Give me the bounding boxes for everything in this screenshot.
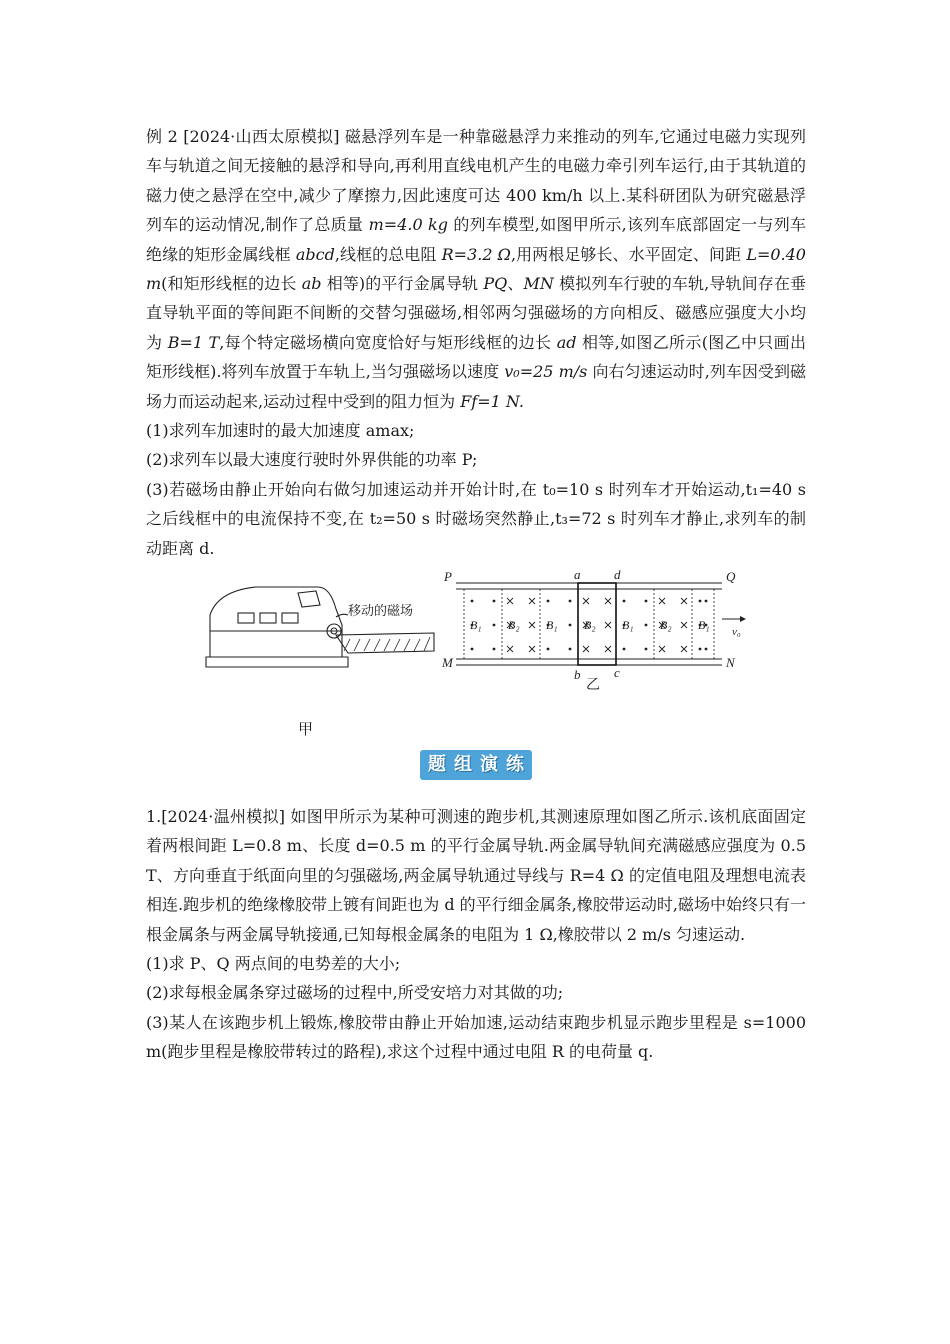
field-dot [645, 648, 648, 651]
field-cross [605, 598, 611, 604]
label-M: M [442, 655, 453, 671]
rail-MN [456, 659, 722, 665]
field-dot [645, 600, 648, 603]
label-d: d [614, 567, 621, 583]
banner-char: 组 [454, 754, 472, 775]
field-dot [547, 648, 550, 651]
velocity-value: v₀=25 m/s [504, 362, 588, 382]
field-dot [493, 648, 496, 651]
example-intro: 磁悬浮列车是一种靠磁悬浮力来推动的列车,它通过电磁力实现列车与轨道之间无接触的悬浮和导向,再利用直线电机产生的电磁力牵引列车运行,由于其轨道的磁力使之悬浮在空中,减少了摩擦力,因此速度可达 400 km/h 以上.某科研团队为研究磁悬浮列车的运动情况,制作了总质量 [146, 127, 806, 235]
field-dot [569, 624, 572, 627]
field-label: B₂ [508, 618, 520, 633]
label-N: N [726, 655, 735, 671]
field-dot [623, 600, 626, 603]
page-content [146, 122, 806, 1062]
label-Q: Q [726, 569, 736, 585]
field-cross [507, 646, 513, 652]
spacing-value: L=0.40 m [146, 244, 806, 294]
field-cross [529, 598, 535, 604]
field-labels [470, 618, 710, 632]
field-label: B₁ [622, 618, 634, 633]
question-1: (1)求列车加速时的最大加速度 amax; [146, 421, 415, 441]
caption-jia: 甲 [298, 720, 314, 738]
field-dot [645, 624, 648, 627]
field-dot [569, 648, 572, 651]
example-2-paragraph: 例 2 [2024·山西太原模拟] 磁悬浮列车是一种靠磁悬浮力来推动的列车,它通过电磁力实现列车与轨道之间无接触的悬浮和导向,再利用直线电机产生的电磁力牵引列车运行,由于其轨道的磁力使之悬浮在空中,减少了摩擦力,因此速度可达 400 km/h 以上.某科研团队为研究磁悬浮列车的运动情况,制作了总质量 m=4.0 kg 的列车模型,如图甲所示,该列车底部固定一与列车绝缘的矩形金属线框 abcd,线框的总电阻 R=3.2 Ω,用两根足够长、水平固定、间距 L=0.40 m(和矩形线框的边长 ab 相等)的平行金属导轨 PQ、MN 模拟列车行驶的车轨,导轨间存在垂直导轨平面的等间距不间断的交替匀强磁场,相邻两匀强磁场的方向相反、磁感应强度大小均为 B=1 T,每个特定磁场横向宽度恰好与矩形线框的边长 ad 相等,如图乙所示(图乙中只画出矩形线框).将列车放置于车轨上,当匀强磁场以速度 v₀=25 m/s 向右匀速运动时,列车因受到磁场力而运动起来,运动过程中受到的阻力恒为 Ff=1 N. [146, 127, 806, 411]
field-cross [605, 622, 611, 628]
field-dot [699, 600, 702, 603]
banner-char: 练 [506, 754, 524, 775]
field-cross [583, 598, 589, 604]
train-figure [198, 573, 450, 693]
exercise-1-q3: (3)某人在该跑步机上锻炼,橡胶带由静止开始加速,运动结束跑步机显示跑步里程是 s=1000 m(跑步里程是橡胶带转过的路程),求这个过程中通过电阻 R 的电荷量 q. [146, 1012, 806, 1062]
field-cross [583, 646, 589, 652]
field-dot [471, 648, 474, 651]
field-dot [699, 648, 702, 651]
label-P: P [444, 569, 452, 585]
field-cross [529, 646, 535, 652]
exercise-1 [146, 802, 806, 1067]
field-label: B₁ [546, 618, 558, 633]
label-v0: v₀ [732, 626, 741, 639]
field-cross [659, 646, 665, 652]
section-banner [146, 750, 806, 780]
resistance-value: R=3.2 Ω [441, 244, 511, 264]
exercise-1-q1: (1)求 P、Q 两点间的电势差的大小; [146, 954, 401, 974]
banner-char: 演 [480, 754, 498, 775]
field-cross [659, 598, 665, 604]
field-dot [705, 648, 708, 651]
field-dot [471, 600, 474, 603]
field-cross [681, 598, 687, 604]
field-label: B₁ [470, 618, 482, 633]
frame-name: abcd [295, 244, 335, 264]
velocity-arrow [722, 616, 746, 638]
caption-yi: 乙 [586, 677, 600, 694]
figure-row [146, 567, 806, 694]
field-cross [529, 622, 535, 628]
train-windshield [298, 591, 320, 607]
banner-box [420, 750, 532, 780]
rail-PQ [456, 583, 722, 589]
train-window [238, 613, 254, 623]
question-3: (3)若磁场由静止开始向右做匀加速运动并开始计时,在 t₀=10 s 时列车才开始运动,t₁=40 s 之后线框中的电流保持不变,在 t₂=50 s 时磁场突然静止,t₃=72 s 时列车才静止,求列车的制动距离 d. [146, 479, 806, 558]
field-dot [623, 648, 626, 651]
rail-figure [442, 567, 772, 693]
field-cross [507, 598, 513, 604]
field-label: B₂ [584, 618, 596, 633]
field-label: B₁ [698, 618, 710, 633]
field-label: B₂ [660, 618, 672, 633]
exercise-1-q2: (2)求每根金属条穿过磁场的过程中,所受安培力对其做的功; [146, 983, 564, 1003]
field-dot [547, 600, 550, 603]
label-b: b [574, 667, 581, 683]
moving-field-belt [336, 633, 434, 653]
field-dot [705, 600, 708, 603]
label-a: a [574, 567, 581, 583]
exercise-1-stem: 1.[2024·温州模拟] 如图甲所示为某种可测速的跑步机,其测速原理如图乙所示.该机底面固定着两根间距 L=0.8 m、长度 d=0.5 m 的平行金属导轨.两金属导轨间充满磁感应强度为 0.5 T、方向垂直于纸面向里的匀强磁场,两金属导轨通过导线与 R=4 Ω 的定值电阻及理想电流表相连.跑步机的绝缘橡胶带上镀有间距也为 d 的平行细金属条,橡胶带运动时,磁场中始终只有一根金属条与两金属导轨接通,已知每根金属条的电阻为 1 Ω,橡胶带以 2 m/s 匀速运动. [146, 807, 806, 944]
field-dot [493, 624, 496, 627]
field-strength-value: B=1 T [167, 332, 220, 352]
resistance-force-value: Ff=1 N. [460, 391, 524, 411]
field-dot [493, 600, 496, 603]
example-label: 例 2 [146, 127, 178, 146]
banner-char: 题 [428, 754, 446, 775]
field-cross [681, 646, 687, 652]
example-source: [2024·山西太原模拟] [183, 127, 340, 146]
question-2: (2)求列车以最大速度行驶时外界供能的功率 P; [146, 450, 478, 470]
label-c: c [614, 665, 620, 681]
field-cross [605, 646, 611, 652]
field-dot [569, 600, 572, 603]
mass-value: m=4.0 kg [368, 215, 448, 235]
field-cross [681, 622, 687, 628]
moving-field-label: 移动的磁场 [348, 604, 414, 620]
